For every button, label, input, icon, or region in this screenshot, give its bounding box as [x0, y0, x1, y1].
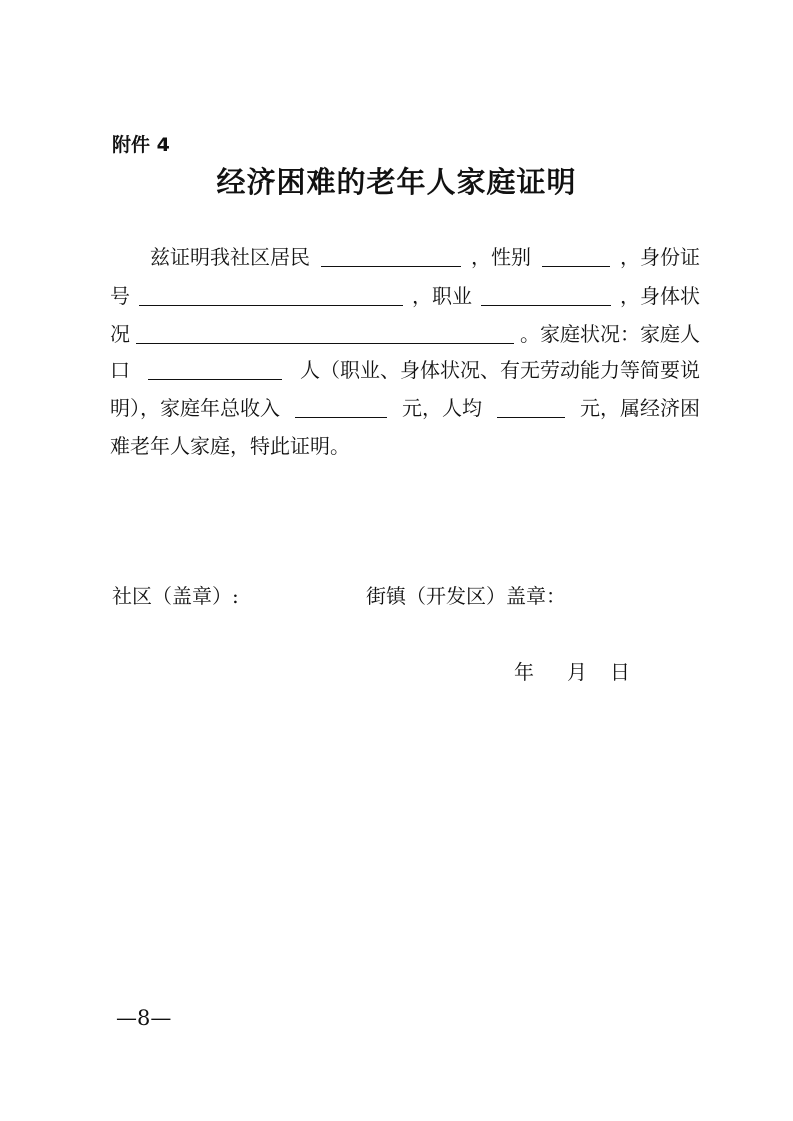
annual-income-blank[interactable]	[295, 395, 387, 418]
line5-text-c: 元，属经济困	[580, 396, 700, 420]
per-capita-income-blank[interactable]	[497, 395, 565, 418]
line2-text-c: ，身体状	[620, 284, 700, 308]
date-day-label: 日	[610, 660, 630, 684]
gender-blank[interactable]	[542, 244, 610, 267]
body-line-1	[110, 242, 700, 272]
body-line-6	[110, 431, 700, 461]
body-line-5	[110, 393, 700, 423]
line1-text-a: 兹证明我社区居民	[150, 245, 310, 269]
date-year-label: 年	[514, 660, 534, 684]
line5-text-b: 元，人均	[402, 396, 482, 420]
community-seal-label: 社区（盖章）:	[112, 584, 239, 608]
attachment-label: 附件 4	[112, 134, 170, 156]
occupation-blank[interactable]	[481, 283, 611, 306]
id-number-blank[interactable]	[139, 283, 403, 306]
line4-text-b: 人（职业、身体状况、有无劳动能力等简要说	[300, 358, 700, 382]
line1-text-b: ，性别	[471, 245, 531, 269]
line1-text-c: ，身份证	[620, 245, 700, 269]
health-status-blank[interactable]	[136, 321, 514, 344]
line5-text-a: 明），家庭年总收入	[110, 396, 280, 420]
line2-text-a: 号	[110, 284, 130, 308]
street-seal-label: 街镇（开发区）盖章：	[366, 584, 566, 608]
line2-text-b: ，职业	[412, 284, 472, 308]
line3-text-a: 况	[110, 322, 130, 346]
page-number: —8—	[116, 1006, 172, 1030]
date-month-label: 月	[567, 660, 587, 684]
line3-text-b: 。家庭状况：家庭人	[520, 322, 700, 346]
body-line-2	[110, 281, 700, 311]
document-title: 经济困难的老年人家庭证明	[216, 165, 577, 199]
line4-text-a: 口	[110, 358, 130, 382]
body-line-3	[110, 319, 700, 349]
household-population-blank[interactable]	[148, 357, 282, 380]
line6-text: 难老年人家庭，特此证明。	[110, 434, 350, 458]
body-line-4	[110, 355, 700, 385]
resident-name-blank[interactable]	[321, 244, 461, 267]
